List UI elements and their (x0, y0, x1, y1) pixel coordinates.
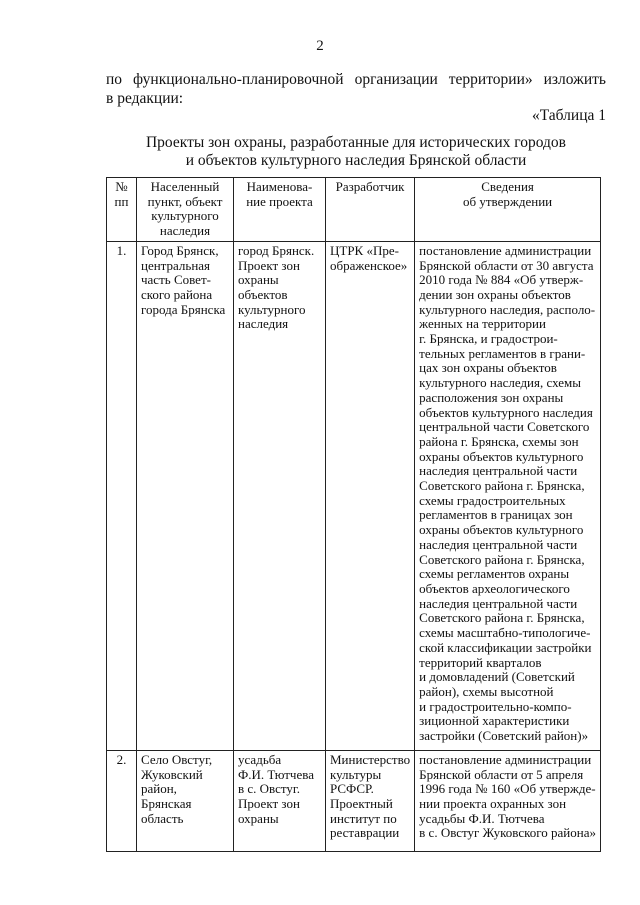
cell-text-line: наследия центральной части (419, 463, 578, 479)
intro-word: территории» (448, 71, 533, 88)
header-cell-developer (326, 178, 415, 242)
intro-paragraph (106, 70, 606, 108)
cell-text-line: Министерство (330, 751, 411, 767)
cell-text-line: пп (114, 193, 129, 209)
cell-text-line: Советского района г. Брянска, (419, 551, 585, 567)
cell-text-line: наследия (159, 223, 211, 239)
intro-line-1 (106, 70, 606, 89)
intro-word: по (106, 71, 123, 88)
caption-line: и объектов культурного наследия Брянской области (185, 152, 527, 169)
cell-text-line: района г. Брянска, схемы зон (419, 433, 579, 449)
cell-text-line: Жуковский (141, 766, 203, 782)
cell-text-line: охраны (238, 810, 279, 826)
cell-text-line: институт по (330, 810, 397, 826)
cell-text-line: Проектный (330, 795, 393, 811)
cell-text-line: РСФСР. (330, 781, 374, 797)
cell-approval (415, 750, 601, 851)
cell-text-line: Сведения (481, 179, 534, 194)
table-reference: «Таблица 1 (531, 107, 606, 124)
cell-text-line: Брянская (141, 795, 192, 811)
cell-text-line: охраны объектов культурного (419, 522, 584, 538)
cell-text-line: цах зон охраны объектов (419, 360, 557, 376)
cell-number: 1. (107, 241, 137, 750)
cell-text-line: центральная (141, 257, 211, 273)
cell-text-line: постановление администрации (419, 751, 592, 767)
cell-text-line: культурного наследия, располо- (419, 301, 596, 317)
cell-text-line: Брянской области от 5 апреля (419, 766, 584, 782)
cell-text-line: женных на территории (419, 316, 546, 332)
cell-text-line: г. Брянска, и градострои- (419, 331, 558, 347)
header-cell-project (234, 178, 326, 242)
cell-text-line: объектов (238, 286, 288, 302)
cell-developer (326, 241, 415, 750)
intro-word: функционально-планировочной (133, 71, 344, 88)
cell-text-line: зиционной характеристики (419, 713, 570, 729)
header-cell-approval (415, 178, 601, 242)
cell-project (234, 750, 326, 851)
cell-text-line: Брянской области от 30 августа (419, 257, 594, 273)
cell-text-line: ние проекта (246, 193, 313, 209)
cell-text-line: схемы градостроительных (419, 492, 566, 508)
cell-text-line: Населенный (150, 179, 220, 194)
cell-approval (415, 241, 601, 750)
cell-text-line: район, (141, 781, 177, 797)
cell-text-line: ЦТРК «Пре- (330, 242, 399, 258)
cell-text-line: Советского района г. Брянска, (419, 610, 585, 626)
cell-text-line: ской классификации застройки (419, 639, 592, 655)
cell-text-line: усадьба (238, 751, 282, 767)
cell-text-line: Проект зон (238, 257, 300, 273)
cell-text-line: 2010 года № 884 «Об утверж- (419, 272, 584, 288)
cell-text-line: об утверждении (463, 193, 553, 209)
cell-number: 2. (107, 750, 137, 851)
cell-text-line: наследия (238, 316, 289, 332)
header-cell-place (137, 178, 234, 242)
cell-text-line: ского района (141, 286, 213, 302)
cell-text-line: культурного (151, 208, 219, 224)
cell-text-line: охраны объектов культурного (419, 448, 584, 464)
cell-text-line: часть Совет- (141, 272, 211, 288)
table-row (107, 750, 601, 851)
cell-text-line: культуры (330, 766, 382, 782)
cell-text-line: область (141, 810, 184, 826)
cell-text-line: Проект зон (238, 795, 300, 811)
cell-text-line: наследия центральной части (419, 595, 578, 611)
header-cell-number (107, 178, 137, 242)
cell-text-line: Разработчик (335, 179, 405, 194)
cell-text-line: и домовладений (Советский (419, 669, 575, 685)
cell-text-line: Город Брянск, (141, 242, 219, 258)
cell-text-line: реставрации (330, 825, 400, 841)
table-header-row (107, 178, 601, 242)
cell-text-line: город Брянск. (238, 242, 315, 258)
cell-text-line: тельных регламентов в грани- (419, 345, 586, 361)
cell-text-line: территорий кварталов (419, 654, 542, 670)
cell-text-line: схемы масштабно-типологиче- (419, 625, 591, 641)
cell-text-line: 1996 года № 160 «Об утвержде- (419, 781, 596, 797)
cell-place (137, 750, 234, 851)
cell-text-line: центральной части Советского (419, 419, 590, 435)
cell-text-line: расположения зон охраны (419, 389, 564, 405)
cell-text-line: пункт, объект (147, 193, 223, 209)
cell-text-line: и градостроительно-компо- (419, 698, 572, 714)
cell-text-line: дении зон охраны объектов (419, 286, 571, 302)
cell-text-line: города Брянска (141, 301, 226, 317)
table-caption (106, 134, 606, 170)
table-row (107, 241, 601, 750)
caption-line: Проекты зон охраны, разработанные для исторических городов (145, 134, 566, 151)
cell-text-line: охраны (238, 272, 279, 288)
cell-text-line: объектов археологического (419, 580, 570, 596)
cell-text-line: Ф.И. Тютчева (238, 766, 314, 782)
cell-text-line: ображенское» (330, 257, 408, 273)
cell-project (234, 241, 326, 750)
cell-text-line: наследия центральной части (419, 536, 578, 552)
cell-text-line: район), схемы высотной (419, 683, 554, 699)
cell-text-line: регламентов в границах зон (419, 507, 573, 523)
page-number: 2 (316, 38, 324, 54)
cell-text-line: Советского района г. Брянска, (419, 478, 585, 494)
cell-text-line: усадьбы Ф.И. Тютчева (419, 810, 545, 826)
cell-text-line: в с. Овстуг. (238, 781, 301, 797)
protection-zones-table (106, 177, 601, 852)
cell-developer (326, 750, 415, 851)
cell-text-line: культурного наследия, схемы (419, 375, 582, 391)
intro-word: изложить (543, 71, 606, 88)
cell-text-line: объектов культурного наследия (419, 404, 593, 420)
cell-place (137, 241, 234, 750)
cell-text-line: застройки (Советский район)» (419, 728, 589, 744)
intro-line-2: в редакции: (106, 90, 184, 107)
cell-text-line: культурного (238, 301, 306, 317)
cell-text-line: схемы регламентов охраны (419, 566, 570, 582)
intro-word: организации (354, 71, 438, 88)
cell-text-line: нии проекта охранных зон (419, 795, 567, 811)
cell-text-line: в с. Овстуг Жуковского района» (419, 825, 596, 841)
cell-text-line: Наименова- (246, 179, 313, 194)
cell-text-line: постановление администрации (419, 242, 592, 258)
cell-text-line: № (115, 179, 128, 194)
cell-text-line: Село Овстуг, (141, 751, 213, 767)
